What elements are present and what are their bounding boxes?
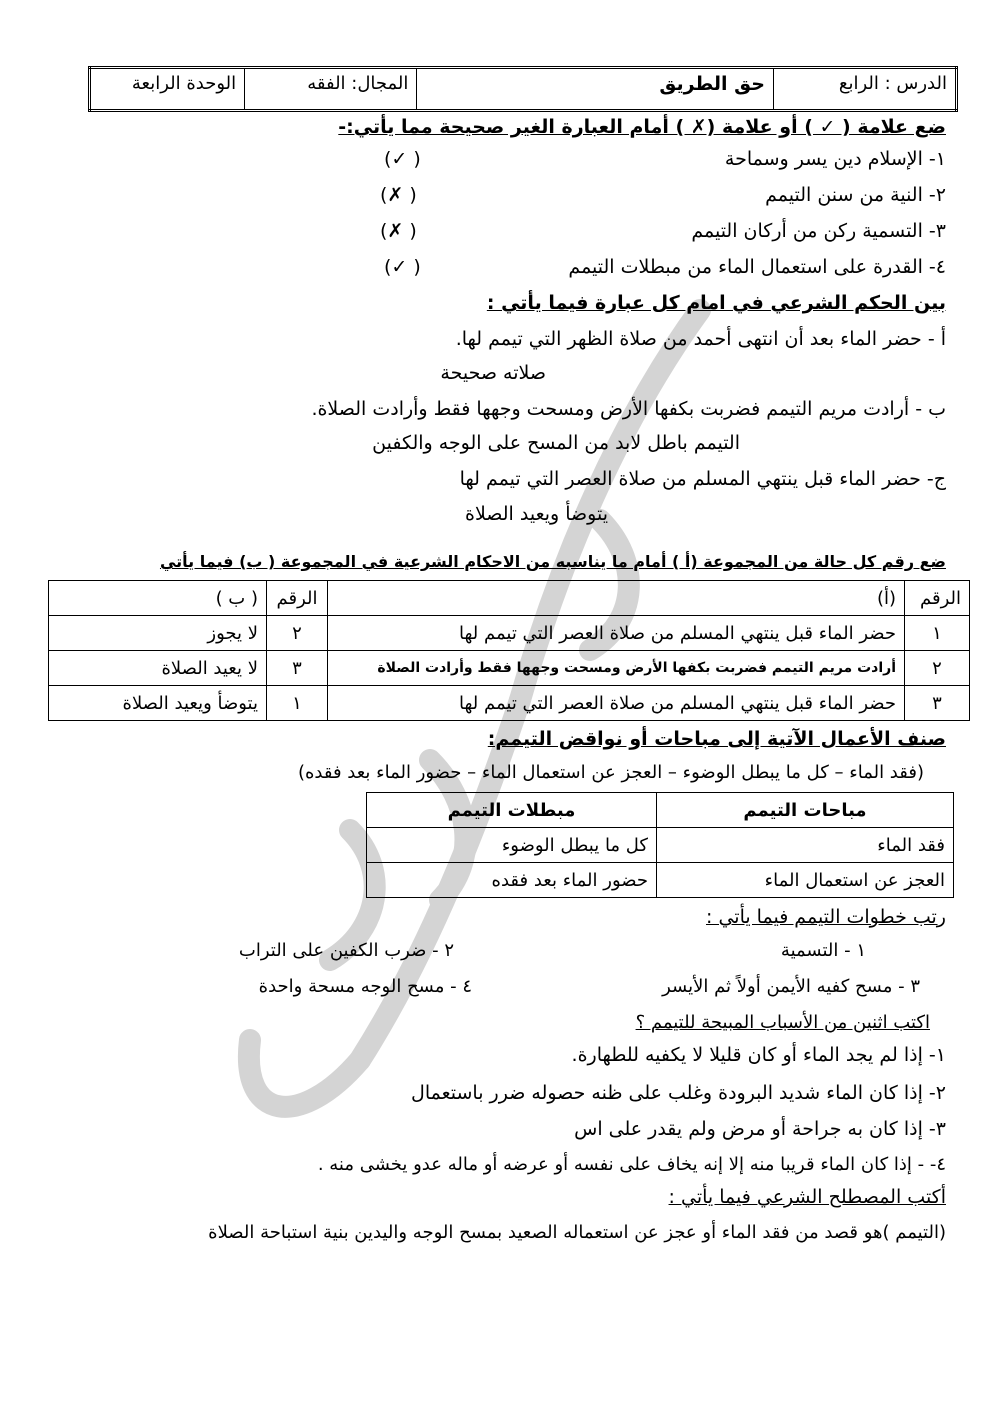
row-num: ١ (905, 616, 970, 651)
section7-instruction: أكتب المصطلح الشرعي فيما يأتي : (668, 1186, 946, 1208)
s1-mark-3: (✗ ) (380, 220, 417, 242)
cell-permitted: العجز عن استعمال الماء (657, 863, 954, 898)
s1-mark-2: (✗ ) (380, 184, 417, 206)
col-num-b: الرقم (267, 581, 328, 616)
table-row (49, 651, 970, 686)
table-header-row (49, 581, 970, 616)
s1-item-2: ٢- النية من سنن التيمم (765, 184, 946, 206)
s2-answer-c: يتوضأ ويعيد الصلاة (464, 503, 608, 525)
step-3: ٣ - مسح كفيه الأيمن أولاً ثم الأيسر (662, 976, 920, 997)
col-group-b: ( ب ) (49, 581, 267, 616)
table-row (49, 616, 970, 651)
row-num: ٢ (905, 651, 970, 686)
col-group-a: (أ) (328, 581, 905, 616)
row-case: حضر الماء قبل ينتهي المسلم من صلاة العصر التي تيمم لها (328, 686, 905, 721)
unit-cell: الوحدة الرابعة (90, 68, 245, 111)
header-table (88, 66, 958, 112)
row-case: حضر الماء قبل ينتهي المسلم من صلاة العصر التي تيمم لها (328, 616, 905, 651)
s6-item-4: ٤- - إذا كان الماء قريبا منه إلا إنه يخاف على نفسه أو عرضه أو ماله عدو يخشى منه . (317, 1154, 946, 1175)
field-cell: المجال: الفقه (245, 68, 417, 111)
row-ruling: يتوضأ ويعيد الصلاة (49, 686, 267, 721)
section7-answer: (التيمم )هو قصد من فقد الماء أو عجز عن استعماله الصعيد بمسح الوجه واليدين بنية استباحة الصلاة (208, 1222, 946, 1243)
s1-item-4: ٤- القدرة على استعمال الماء من مبطلات التيمم (568, 256, 946, 278)
row-answer-num: ٣ (267, 651, 328, 686)
matching-table (48, 580, 970, 721)
section3-instruction: ضع رقم كل حالة من المجموعة (أ ) أمام ما يناسبه من الاحكام الشرعية في المجموعة ( ب) فيما يأتي (159, 552, 946, 571)
s6-item-1: ١- إذا لم يجد الماء أو كان قليلا لا يكفيه للطهارة. (571, 1044, 946, 1066)
s2-answer-a: صلاته صحيحة (440, 362, 546, 384)
s6-item-3: ٣- إذا كان به جراحة أو مرض ولم يقدر على اس (574, 1118, 946, 1140)
s2-question-b: ب - أرادت مريم التيمم فضربت بكفها الأرض ومسحت وجهها فقط وأرادت الصلاة. (311, 398, 946, 420)
row-case: أرادت مريم التيمم فضربت بكفها الأرض ومسحت وجهها فقط وأرادت الصلاة (328, 651, 905, 686)
row-ruling: لا يجوز (49, 616, 267, 651)
section6-instruction: اكتب اثنين من الأسباب المبيحة للتيمم ؟ (635, 1012, 930, 1033)
row-num: ٣ (905, 686, 970, 721)
s1-item-1: ١- الإسلام دين يسر وسماحة (724, 148, 946, 170)
col-invalidators: مبطلات التيمم (367, 793, 657, 828)
s2-question-c: ج- حضر الماء قبل ينتهي المسلم من صلاة العصر التي تيمم لها (459, 468, 946, 490)
s1-mark-1: (✓ ) (384, 148, 421, 170)
s1-mark-4: (✓ ) (384, 256, 421, 278)
s6-item-2: ٢- إذا كان الماء شديد البرودة وغلب على ظنه حصوله ضرر باستعمال (411, 1082, 946, 1104)
col-permitted: مباحات التيمم (657, 793, 954, 828)
step-4: ٤ - مسح الوجه مسحة واحدة (258, 976, 472, 997)
section4-list: (فقد الماء – كل ما يبطل الوضوء – العجز عن استعمال الماء – حضور الماء بعد فقده) (297, 762, 924, 783)
lesson-title: حق الطريق (417, 68, 774, 111)
section1-instruction: ضع علامة ( ✓ ) أو علامة (✗ ) أمام العبارة الغير صحيحة مما يأتي:- (338, 116, 946, 138)
col-num-a: الرقم (905, 581, 970, 616)
table-row (49, 686, 970, 721)
row-answer-num: ١ (267, 686, 328, 721)
cell-invalidator: حضور الماء بعد فقده (367, 863, 657, 898)
section2-instruction: بين الحكم الشرعي في امام كل عبارة فيما يأتي : (486, 292, 946, 314)
s2-answer-b: التيمم باطل لابد من المسح على الوجه والكفين (372, 432, 740, 454)
step-1: ١ - التسمية (780, 940, 866, 961)
classify-table (366, 792, 954, 898)
table-row (367, 863, 954, 898)
step-2: ٢ - ضرب الكفين على التراب (238, 940, 454, 961)
section5-instruction: رتب خطوات التيمم فيما يأتي : (706, 906, 946, 928)
table-header-row (367, 793, 954, 828)
table-row (367, 828, 954, 863)
cell-invalidator: كل ما يبطل الوضوء (367, 828, 657, 863)
cell-permitted: فقد الماء (657, 828, 954, 863)
s2-question-a: أ - حضر الماء بعد أن انتهى أحمد من صلاة الظهر التي تيمم لها. (455, 328, 946, 350)
s1-item-3: ٣- التسمية ركن من أركان التيمم (691, 220, 946, 242)
row-answer-num: ٢ (267, 616, 328, 651)
row-ruling: لا يعيد الصلاة (49, 651, 267, 686)
lesson-cell: الدرس : الرابع (773, 68, 956, 111)
section4-instruction: صنف الأعمال الآتية إلى مباحات أو نواقض التيمم: (487, 728, 946, 750)
